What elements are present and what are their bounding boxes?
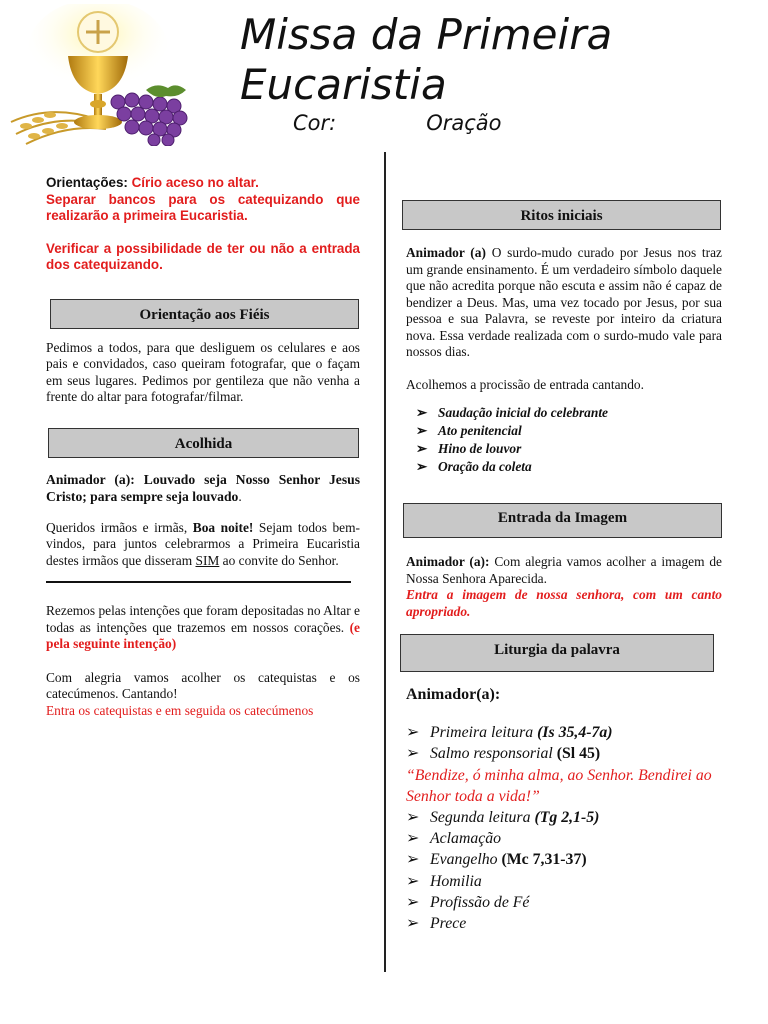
- title-line-2: Eucaristia: [240, 60, 447, 109]
- imagem-body: Com alegria vamos acolher a imagem de Nossa Senhora Aparecida.: [406, 554, 723, 586]
- rezemos-red: (e pela seguinte intenção): [46, 619, 360, 651]
- left-column: [46, 175, 360, 719]
- list-item: [406, 440, 722, 458]
- list-item-label: Oração da coleta: [438, 459, 532, 474]
- ritos-body: O surdo-mudo curado por Jesus nos traz um grande ensinamento. É um verdadeiro símbolo daquele que não acredita porque não escuta e assim não é capaz de bendizer a Deus. Mas, uma vez tocado por Jesus, por sua pessoa e sua Palavra, se reveste por inteiro da criatura nova. Essa verdade realizada com o surdo-mudo vale para nossos dias.: [406, 245, 723, 359]
- subtitle: [293, 111, 502, 135]
- liturgia-colon: :: [494, 686, 501, 703]
- welcome-sim: SIM: [195, 552, 220, 568]
- list-item-ref: (Is 35,4-7a): [537, 724, 613, 742]
- arrow-icon: ➢: [406, 893, 420, 911]
- list-item-label: Segunda leitura: [430, 809, 535, 827]
- fieis-header: Orientação aos Fiéis: [50, 299, 359, 329]
- acolhida-period: .: [238, 489, 242, 504]
- liturgia-list: [406, 722, 722, 764]
- welcome-part-3: ao convite do Senhor.: [219, 552, 339, 568]
- welcome-part-1: Queridos irmãos e irmãs,: [46, 519, 193, 535]
- fieis-text: Pedimos a todos, para que desliguem os celulares e aos pais e convidados, caso queiram fotografar, que o façam em seus lugares. Pedimos por gentileza que não venha a frente do altar para fotografar/filmar.: [46, 339, 360, 404]
- list-item: [406, 722, 722, 743]
- arrow-icon: ➢: [416, 423, 428, 438]
- horizontal-rule: [46, 581, 351, 583]
- orientacao-3: Verificar a possibilidade de ter ou não a entrada dos catequizando.: [46, 240, 360, 272]
- ritos-text: [406, 245, 722, 361]
- arrow-icon: ➢: [406, 872, 420, 890]
- list-item: [406, 892, 722, 913]
- acolhida-header: Acolhida: [48, 428, 359, 458]
- arrow-icon: ➢: [406, 809, 420, 827]
- liturgia-header: Liturgia da palavra: [400, 634, 714, 672]
- list-item: [406, 828, 722, 849]
- welcome-part-2: Sejam todos bem-vindos, para juntos celebrarmos a Primeira Eucaristia destes irmãos que disseram: [46, 519, 360, 568]
- procissao-text: Acolhemos a procissão de entrada cantando.: [406, 376, 644, 392]
- orientacoes-block: [46, 175, 360, 225]
- list-item-ref: (Mc 7,31-37): [501, 851, 587, 869]
- list-item: [406, 404, 722, 422]
- orientacao-2: Separar bancos para os catequizando que realizarão a primeira Eucaristia.: [46, 191, 360, 223]
- imagem-animador: Animador (a):: [406, 554, 490, 569]
- orientacao-1: Círio aceso no altar.: [131, 175, 259, 190]
- arrow-icon: ➢: [406, 915, 420, 933]
- list-item: [406, 422, 722, 440]
- list-item: [406, 849, 722, 870]
- liturgia-animador: [406, 684, 722, 705]
- ritos-animador: Animador (a): [406, 245, 486, 260]
- list-item-label: Aclamação: [430, 830, 502, 848]
- ritos-list: [406, 404, 722, 476]
- color-label: Cor:: [293, 111, 337, 135]
- right-column: [406, 200, 722, 934]
- rezemos-text: [46, 603, 360, 653]
- orientacoes-label: Orientações:: [46, 175, 128, 190]
- list-item-label: Saudação inicial do celebrante: [438, 405, 608, 420]
- rezemos-part: Rezemos pelas intenções que foram depositadas no Altar e todas as intenções que trazemos em nossos corações.: [46, 603, 360, 635]
- list-item-label: Salmo responsorial: [430, 745, 557, 763]
- arrow-icon: ➢: [416, 459, 428, 474]
- acolhida-animador: [46, 471, 360, 506]
- list-item-label: Prece: [430, 915, 467, 933]
- arrow-icon: ➢: [416, 441, 428, 456]
- list-item-ref: (Tg 2,1-5): [534, 809, 600, 827]
- list-item-ref: (Sl 45): [556, 745, 601, 763]
- list-item: [406, 743, 722, 764]
- welcome-text: [46, 520, 360, 570]
- arrow-icon: ➢: [406, 724, 420, 742]
- arrow-icon: ➢: [416, 405, 428, 420]
- arrow-icon: ➢: [406, 851, 420, 869]
- acolhida-animador-text: Animador (a): Louvado seja Nosso Senhor Jesus Cristo; para sempre seja louvado: [46, 471, 360, 504]
- arrow-icon: ➢: [406, 830, 420, 848]
- list-item: [406, 913, 722, 934]
- imagem-red-text: Entra a imagem de nossa senhora, com um canto apropriado.: [406, 587, 722, 619]
- salmo-refrao: “Bendize, ó minha alma, ao Senhor. Bendirei ao Senhor toda a vida!”: [406, 766, 712, 805]
- title-line-1: Missa da Primeira: [240, 10, 613, 59]
- list-item-label: Evangelho: [430, 851, 502, 869]
- chalice-grapes-icon: [6, 4, 194, 146]
- list-item: [406, 871, 722, 892]
- list-item-label: Ato penitencial: [438, 423, 522, 438]
- imagem-header: Entrada da Imagem: [403, 503, 722, 538]
- liturgia-animador-text: Animador(a): [406, 686, 495, 703]
- entra-catequistas: Entra os catequistas e em seguida os catecúmenos: [46, 702, 314, 718]
- column-divider: [384, 152, 386, 972]
- ritos-header: Ritos iniciais: [402, 200, 721, 230]
- list-item: [406, 458, 722, 476]
- welcome-bold: Boa noite!: [192, 519, 254, 535]
- alegria-text: Com alegria vamos acolher os catequistas e os catecúmenos. Cantando!: [46, 669, 360, 701]
- list-item: [406, 807, 722, 828]
- arrow-icon: ➢: [406, 745, 420, 763]
- document-title: [240, 10, 612, 110]
- prayer-label: Oração: [426, 111, 502, 135]
- imagem-text: [406, 554, 722, 587]
- list-item-label: Hino de louvor: [438, 441, 522, 456]
- list-item-label: Profissão de Fé: [430, 893, 530, 911]
- list-item-label: Homilia: [430, 872, 482, 890]
- list-item-label: Primeira leitura: [430, 724, 538, 742]
- liturgia-list-2: [406, 807, 722, 934]
